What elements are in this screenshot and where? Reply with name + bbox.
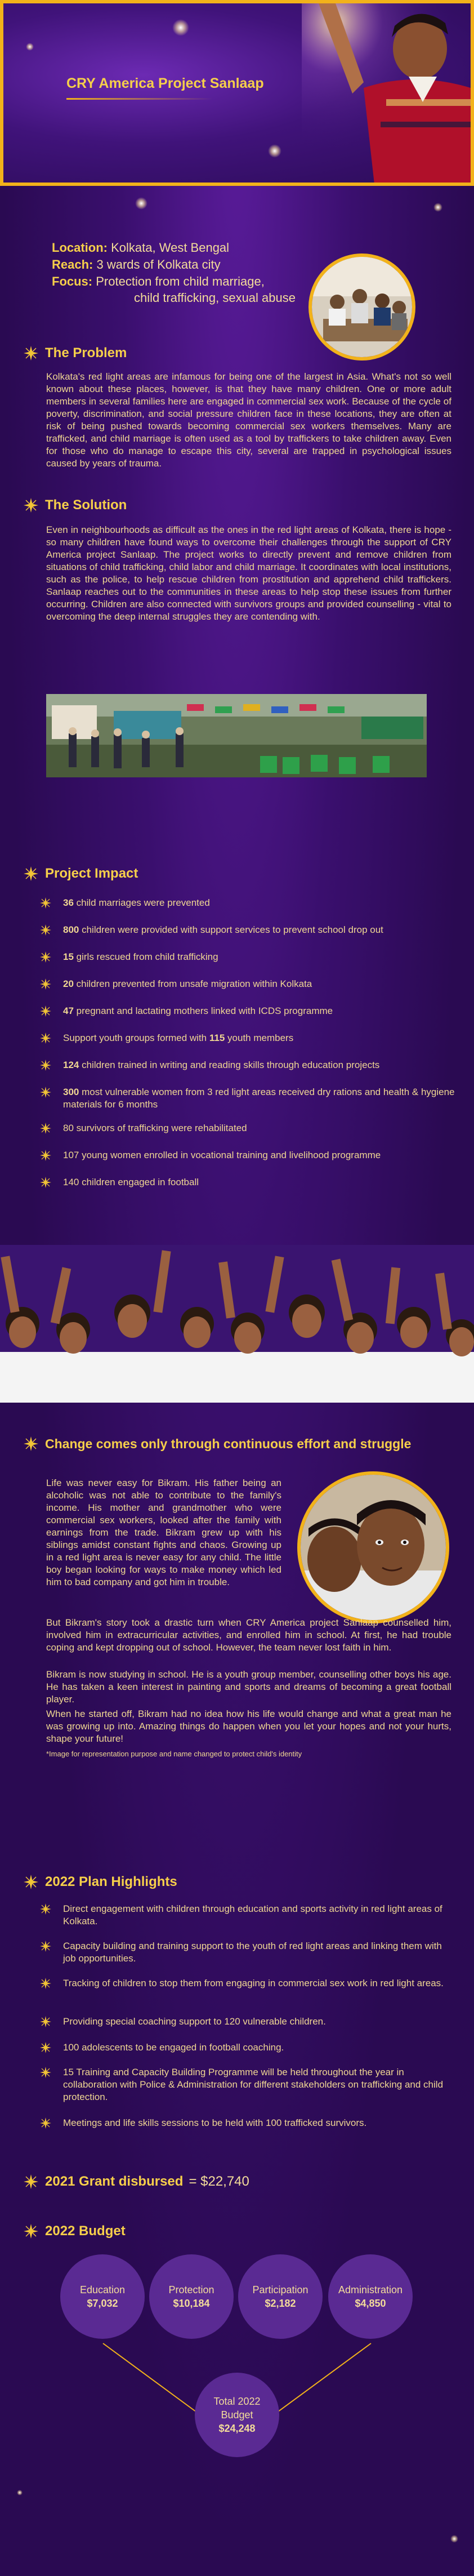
- budget-title: 2022 Budget: [45, 2223, 126, 2239]
- plan-item-text: Meetings and life skills sessions to be held with 100 trafficked survivors.: [63, 2117, 367, 2128]
- budget-value: $10,184: [173, 2298, 210, 2309]
- list-item-text: [63, 1005, 457, 1017]
- sparkle-icon: [433, 203, 442, 212]
- reach-label: Reach:: [52, 257, 93, 272]
- impact-number: 20: [63, 978, 74, 989]
- impact-text: youth members: [225, 1033, 294, 1043]
- budget-bubble-total: [195, 2373, 279, 2457]
- plan-item-text: Capacity building and training support to the youth of red light areas and linking them with job opportunities.: [63, 1941, 442, 1964]
- plan-item-text: Providing special coaching support to 120 vulnerable children.: [63, 2016, 326, 2027]
- problem-title: The Problem: [45, 345, 127, 361]
- story-title: Change comes only through continuous effort and struggle: [45, 1436, 412, 1451]
- impact-number: 115: [209, 1033, 225, 1043]
- list-item-text: [63, 1032, 457, 1044]
- star-icon: [39, 1005, 52, 1017]
- budget-bubble-education: [60, 2254, 145, 2339]
- star-icon: [39, 1122, 52, 1134]
- total-label: Budget: [221, 2409, 253, 2421]
- boy-photo: [302, 3, 471, 186]
- list-item: [39, 1005, 457, 1017]
- plan-item-text: 100 adolescents to be engaged in football coaching.: [63, 2042, 284, 2053]
- star-icon: [39, 897, 52, 909]
- star-icon: [39, 1176, 52, 1189]
- list-item: [39, 1176, 457, 1189]
- impact-number: 800: [63, 924, 79, 935]
- location-row: [52, 239, 316, 256]
- solution-title: The Solution: [45, 497, 127, 513]
- list-item: [39, 897, 457, 909]
- list-item-text: [63, 978, 457, 990]
- budget-value: $7,032: [87, 2298, 118, 2309]
- impact-text: 140 children engaged in football: [63, 1177, 199, 1187]
- list-item: [39, 1032, 457, 1044]
- impact-text: child marriages were prevented: [73, 897, 210, 908]
- star-icon: [39, 1086, 52, 1098]
- story-heading: [23, 1435, 411, 1452]
- budget-label: Participation: [252, 2284, 308, 2295]
- star-icon: [23, 345, 39, 362]
- star-icon: [39, 1977, 52, 1990]
- title-underline: [66, 98, 213, 100]
- list-item: [39, 1059, 457, 1071]
- total-label: Total 2022: [213, 2396, 261, 2407]
- list-item: [39, 1122, 457, 1134]
- list-item: [39, 2041, 446, 2054]
- project-info: [52, 239, 316, 306]
- list-item: [39, 1086, 457, 1111]
- plan-title: 2022 Plan Highlights: [45, 1874, 177, 1889]
- impact-text: children prevented from unsafe migration within Kolkata: [73, 978, 312, 989]
- list-item-text: [63, 951, 457, 963]
- list-item: [39, 1903, 446, 1928]
- sparkle-icon: [26, 43, 34, 51]
- list-item: [39, 2066, 446, 2103]
- star-icon: [39, 2041, 52, 2054]
- list-item-text: [63, 897, 457, 909]
- impact-text: most vulnerable women from 3 red light areas received dry rations and health & hygiene materials for 6 months: [63, 1087, 455, 1110]
- plan-item-text: Direct engagement with children through education and sports activity in red light areas of Kolkata.: [63, 1903, 442, 1927]
- list-item-text: [63, 1086, 457, 1111]
- grant-value: = $22,740: [189, 2174, 249, 2189]
- star-icon: [39, 2117, 52, 2129]
- impact-text: children were provided with support services to prevent school drop out: [79, 924, 383, 935]
- star-icon: [39, 951, 52, 963]
- list-item-text: [63, 1122, 457, 1134]
- solution-text: Even in neighbourhoods as difficult as the ones in the red light areas of Kolkata, there is hope - so many children have found ways to overcome their challenges through the support of CRY America project Sanlaap. The project works to directly prevent and remove children from situations of child trafficking, child labor and child marriage. It coordinates with local institutions, such as the police, to help rescue children from prostitution and apprehend child traffickers. Sanlaap reaches out to the communities in these areas to help stop these issues from further occurring. Children are also connected with survivors groups and provided counselling - vital to overcoming the deep internal struggles they are contending with.: [46, 524, 451, 622]
- story-paragraph: Bikram is now studying in school. He is a youth group member, counselling other boys his age. He has taken a keen interest in painting and sports and dreams of becoming a great football player.: [46, 1669, 451, 1705]
- plan-item-text: Tracking of children to stop them from engaging in commercial sex work in red light areas.: [63, 1978, 444, 1988]
- story-paragraph: When he started off, Bikram had no idea how his life would change and what a great man he was growing up into. Amazing things do happen when you let your hopes and not your hurts, shape your future!: [46, 1709, 451, 1744]
- impact-text: pregnant and lactating mothers linked with ICDS programme: [73, 1006, 333, 1016]
- star-icon: [39, 1032, 52, 1044]
- impact-heading: [23, 865, 138, 882]
- star-icon: [39, 1059, 52, 1071]
- reach-row: [52, 256, 316, 273]
- impact-text: Support youth groups formed with: [63, 1033, 209, 1043]
- budget-label: Protection: [168, 2284, 214, 2295]
- star-icon: [39, 1149, 52, 1162]
- problem-text: Kolkata's red light areas are infamous for being one of the largest in Asia. What's not so well known about these places, however, is that they have many children. One or more adult members in several families here are engaged in commercial sex work. Because of the cycle of poverty, discrimination, and social pressure children face in these locations, they are often at risk of being pushed towards becoming commercial sex workers themselves. Many are trafficked, and child marriage is often used as a tool by traffickers to take children away. Even for those who do manage to escape this city, several are trapped in psychological issues caused by years of trauma.: [46, 371, 451, 469]
- star-icon: [23, 2223, 39, 2240]
- budget-bubble-participation: [238, 2254, 323, 2339]
- list-item: [39, 924, 457, 936]
- star-icon: [23, 865, 39, 882]
- impact-text: girls rescued from child trafficking: [73, 951, 218, 962]
- impact-text: children trained in writing and reading skills through education projects: [79, 1060, 380, 1070]
- grant-heading: [23, 2173, 249, 2190]
- list-item-text: [63, 1149, 457, 1162]
- focus-value: Protection from child marriage,: [96, 274, 265, 288]
- meeting-photo: [308, 253, 415, 361]
- sparkle-icon: [268, 144, 281, 158]
- list-item: [39, 1940, 446, 1965]
- star-icon: [39, 978, 52, 990]
- solution-heading: [23, 497, 127, 514]
- sparkle-icon: [17, 2490, 23, 2495]
- budget-bubble-administration: [328, 2254, 413, 2339]
- list-item-text: [63, 924, 457, 936]
- story-paragraph: But Bikram's story took a drastic turn when CRY America project Sanlaap counselled him, involved him in extracurricular activities, and enrolled him in school. At first, he had trouble coping and kept dropping out of school. However, the team never lost faith in him.: [46, 1617, 451, 1653]
- budget-label: Administration: [338, 2284, 403, 2295]
- impact-number: 124: [63, 1060, 79, 1070]
- reach-value: 3 wards of Kolkata city: [96, 257, 221, 272]
- focus-row: [52, 273, 316, 290]
- budget-bubble-protection: [149, 2254, 234, 2339]
- location-value: Kolkata, West Bengal: [111, 241, 230, 255]
- sparkle-icon: [172, 19, 189, 36]
- impact-text: 80 survivors of trafficking were rehabilitated: [63, 1123, 247, 1133]
- list-item: [39, 2117, 446, 2129]
- budget-label: Education: [79, 2284, 126, 2295]
- image-disclaimer: *Image for representation purpose and name changed to protect child's identity: [46, 1750, 302, 1758]
- list-item-text: [63, 1059, 457, 1071]
- total-value: $24,248: [218, 2423, 256, 2434]
- page-title: CRY America Project Sanlaap: [66, 75, 264, 91]
- list-item-text: [63, 1176, 457, 1189]
- list-item: [39, 2016, 446, 2028]
- star-icon: [39, 1903, 52, 1915]
- star-icon: [23, 2173, 39, 2190]
- grant-label: 2021 Grant disbursed: [45, 2174, 184, 2189]
- sparkle-icon: [135, 197, 147, 210]
- impact-text: 107 young women enrolled in vocational training and livelihood programme: [63, 1150, 381, 1160]
- impact-number: 47: [63, 1006, 74, 1016]
- problem-heading: [23, 345, 127, 362]
- impact-title: Project Impact: [45, 866, 138, 881]
- star-icon: [39, 2066, 52, 2079]
- plan-heading: [23, 1874, 177, 1890]
- budget-value: $2,182: [265, 2298, 296, 2309]
- sparkle-icon: [450, 2535, 458, 2543]
- star-icon: [39, 2016, 52, 2028]
- focus-value-continued: child trafficking, sexual abuse: [134, 291, 296, 305]
- budget-heading: [23, 2223, 126, 2240]
- star-icon: [23, 1874, 39, 1890]
- story-paragraph: Life was never easy for Bikram. His father being an alcoholic was not able to contribute to the family's income. His mother and grandmother who were commercial sex workers, looked after the family with earnings from the trade. Bikram grew up with his siblings amidst constant fights and chaos. Growing up in a red light area is never easy for any child. The little boy began looking for ways to make money which led him to bad company and got him in trouble.: [46, 1478, 281, 1587]
- star-icon: [39, 1940, 52, 1952]
- children-photo: [0, 1245, 474, 1403]
- location-label: Location:: [52, 241, 108, 255]
- bikram-photo: [297, 1471, 449, 1623]
- impact-number: 36: [63, 897, 74, 908]
- list-item: [39, 1977, 446, 1990]
- focus-label: Focus:: [52, 274, 93, 288]
- star-icon: [23, 497, 39, 514]
- list-item: [39, 978, 457, 990]
- list-item: [39, 1149, 457, 1162]
- list-item: [39, 951, 457, 963]
- star-icon: [23, 1435, 39, 1452]
- community-photo: [46, 694, 427, 777]
- plan-item-text: 15 Training and Capacity Building Programme will be held throughout the year in collaboration with Police & Administration for different stakeholders on trafficking and child protection.: [63, 2067, 444, 2102]
- impact-number: 15: [63, 951, 74, 962]
- impact-number: 300: [63, 1087, 79, 1097]
- budget-value: $4,850: [355, 2298, 386, 2309]
- header-banner: [0, 0, 474, 186]
- star-icon: [39, 924, 52, 936]
